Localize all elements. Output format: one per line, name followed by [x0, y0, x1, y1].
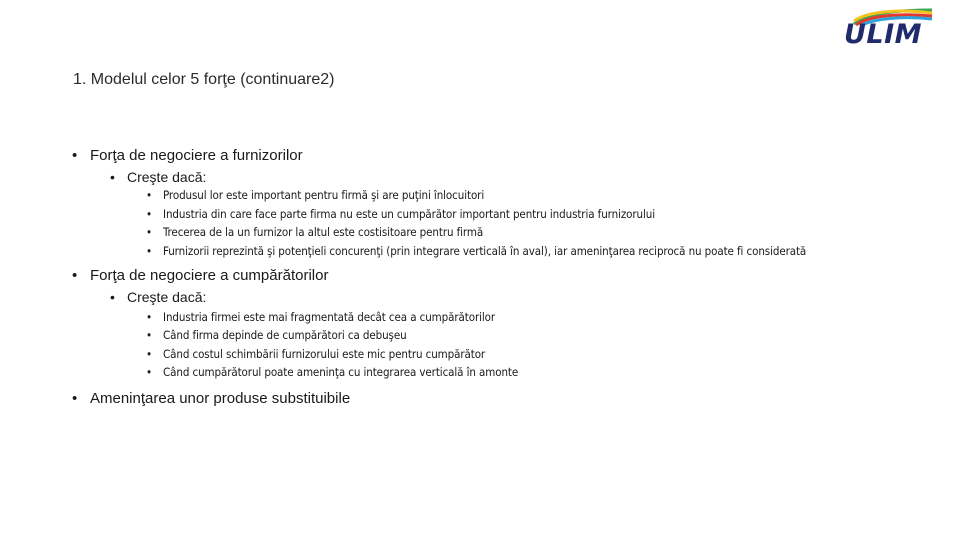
bullet: •: [146, 188, 153, 202]
section-heading-text: Forţa de negociere a cumpărătorilor: [90, 267, 329, 284]
bullet: •: [146, 207, 153, 221]
list-item-text: Trecerea de la un furnizor la altul este costisitoare pentru firmă: [163, 225, 484, 239]
list-item: [146, 207, 655, 221]
list-item: [146, 365, 518, 379]
list-item: [146, 310, 495, 324]
list-item: [146, 244, 806, 258]
bullet: •: [146, 328, 153, 342]
logo-text: ULIM: [844, 19, 923, 50]
section-heading-suppliers: [72, 147, 303, 164]
sub-heading: [110, 169, 206, 185]
list-item: [146, 328, 407, 342]
bullet: •: [146, 244, 153, 258]
section-heading-text: Ameninţarea unor produse substituibile: [90, 390, 351, 407]
list-item-text: Industria firmei este mai fragmentată decât cea a cumpărătorilor: [163, 310, 496, 324]
section-heading-substitutes: [72, 390, 350, 407]
bullet: •: [72, 390, 78, 407]
list-item: [146, 225, 483, 239]
bullet: •: [110, 169, 115, 185]
list-item-text: Când cumpărătorul poate ameninţa cu integrarea verticală în amonte: [163, 365, 519, 379]
bullet: •: [146, 225, 153, 239]
list-item-text: Furnizorii reprezintă şi potenţieli concurenţi (prin integrare verticală în aval), iar ameninţarea reciprocă nu poate fi considerată: [163, 244, 807, 258]
list-item-text: Produsul lor este important pentru firmă şi are puţini înlocuitori: [163, 188, 485, 202]
list-item-text: Când firma depinde de cumpărători ca debuşeu: [163, 328, 407, 342]
list-item: [146, 188, 484, 202]
section-heading-text: Forţa de negociere a furnizorilor: [90, 147, 303, 164]
list-item: [146, 347, 485, 361]
section-heading-buyers: [72, 267, 328, 284]
sub-heading-text: Creşte dacă:: [127, 289, 207, 305]
bullet: •: [72, 147, 78, 164]
list-item-text: Când costul schimbării furnizorului este mic pentru cumpărător: [163, 347, 486, 361]
ulim-logo: [838, 8, 934, 50]
bullet: •: [146, 365, 153, 379]
bullet: •: [72, 267, 78, 284]
bullet: •: [146, 310, 153, 324]
sub-heading: [110, 289, 206, 305]
list-item-text: Industria din care face parte firma nu este un cumpărător important pentru industria furnizorului: [163, 207, 656, 221]
bullet: •: [110, 289, 115, 305]
bullet: •: [146, 347, 153, 361]
slide-title: 1. Modelul celor 5 forţe (continuare2): [73, 71, 335, 88]
sub-heading-text: Creşte dacă:: [127, 169, 207, 185]
